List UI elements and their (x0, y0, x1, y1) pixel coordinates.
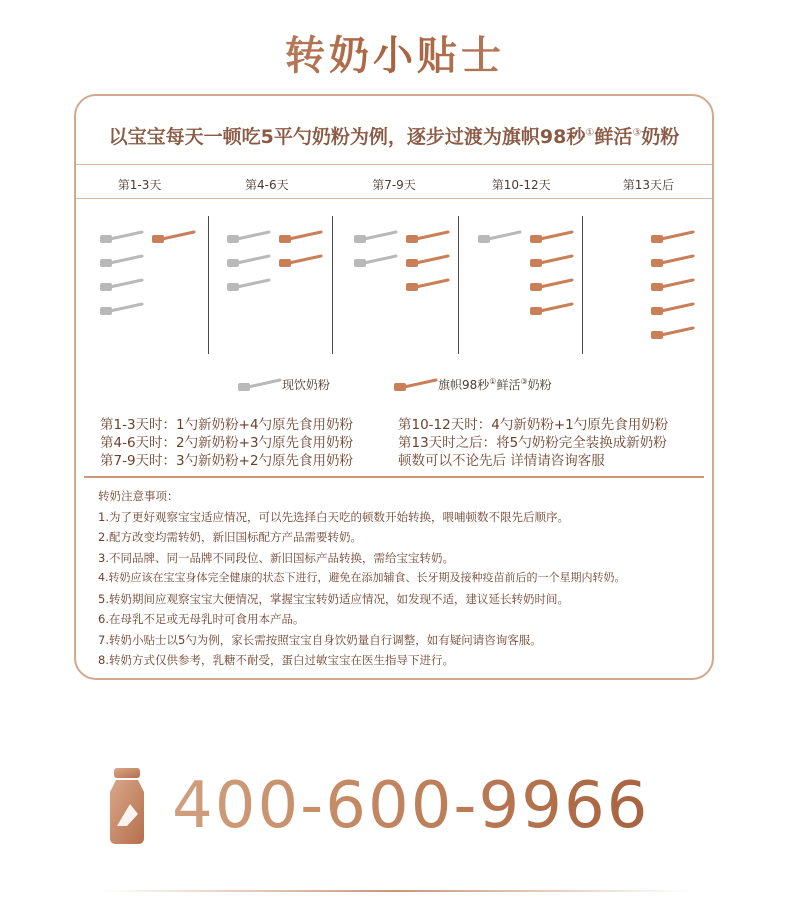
notes-title: 转奶注意事项： (98, 489, 179, 503)
note-item: 6.在母乳不足或无母乳时可食用本产品。 (98, 612, 305, 626)
period-label: 第10-12天 (491, 178, 551, 192)
gray-scoop-icon (100, 278, 144, 292)
gray-scoop-icon (100, 254, 144, 268)
legend-new-mid: 鲜活 (496, 378, 521, 392)
schedule-line: 第4-6天时：2勺新奶粉+3勺原先食用奶粉 (100, 435, 354, 451)
period-label: 第1-3天 (117, 178, 162, 192)
legend-new-main: 旗帜98秒 (438, 378, 490, 392)
gray-scoop-icon (354, 230, 398, 244)
schedule-line: 第1-3天时：1勺新奶粉+4勺原先食用奶粉 (100, 417, 354, 433)
period-label: 第4-6天 (245, 178, 289, 192)
copper-scoop-icon (406, 278, 450, 292)
copper-scoop-icon (530, 254, 574, 268)
page-title: 转奶小贴士 (0, 24, 790, 81)
hotline (100, 766, 649, 846)
copper-scoop-icon (530, 302, 574, 316)
bottom-divider (100, 890, 690, 892)
copper-scoop-icon (651, 302, 695, 316)
copper-scoop-icon (406, 230, 450, 244)
note-item: 3.不同品牌、同一品牌不同段位、新旧国标产品转换，需给宝宝转奶。 (98, 550, 454, 565)
column-divider (332, 216, 333, 354)
copper-scoop-icon (530, 278, 574, 292)
note-item: 5.转奶期间应观察宝宝大便情况，掌握宝宝转奶适应情况，如发现不适，建议延长转奶时间。 (98, 591, 569, 606)
tips-card (74, 94, 714, 680)
note-item: 1.为了更好观察宝宝适应情况，可以先选择白天吃的顿数开始转换，喂哺顿数不限先后顺序。 (98, 509, 569, 524)
hotline-number[interactable]: 400-600-9966 (172, 769, 650, 843)
column-divider (458, 216, 459, 354)
copper-scoop-icon (279, 230, 323, 244)
column-divider (208, 216, 209, 354)
gray-scoop-icon (478, 230, 522, 244)
gray-scoop-icon (354, 254, 398, 268)
schedule-line: 第13天时之后：将5勺奶粉完全装换成新奶粉 (398, 435, 667, 451)
legend-new-end: 奶粉 (527, 378, 552, 392)
copper-scoop-icon (406, 254, 450, 268)
period-header-row (76, 176, 712, 193)
copper-scoop-icon (651, 230, 695, 244)
subtitle-text: 以宝宝每天一顿吃5平勺奶粉为例，逐步过渡为旗帜98秒 (108, 126, 586, 148)
gray-scoop-icon (100, 302, 144, 316)
copper-scoop-icon (651, 278, 695, 292)
column-divider (582, 216, 583, 354)
copper-scoop-icon (394, 378, 438, 392)
copper-scoop-icon (279, 254, 323, 268)
subtitle-sup-1: ① (585, 127, 595, 139)
gray-scoop-icon (238, 378, 282, 392)
card-subtitle (76, 122, 712, 149)
note-item: 2.配方改变均需转奶，新旧国标配方产品需要转奶。 (98, 530, 362, 544)
legend-old: 现饮奶粉 (282, 378, 331, 392)
schedule-left (100, 416, 353, 470)
schedule-line: 第7-9天时：3勺新奶粉+2勺原先食用奶粉 (100, 453, 354, 469)
subtitle-mid: 鲜活 (594, 126, 633, 148)
gray-scoop-icon (227, 278, 271, 292)
copper-scoop-icon (651, 326, 695, 340)
legend-sup-1: ① (489, 377, 497, 386)
gray-scoop-icon (227, 230, 271, 244)
copper-scoop-icon (651, 254, 695, 268)
divider (76, 164, 712, 165)
note-item: 4.转奶应该在宝宝身体完全健康的状态下进行，避免在添加辅食、长牙期及接种疫苗前后的一个星期内转奶。 (98, 571, 626, 584)
copper-scoop-icon (530, 230, 574, 244)
subtitle-end: 奶粉 (641, 126, 680, 148)
schedule-line: 顿数可以不论先后 详情请咨询客服 (398, 453, 605, 469)
divider (84, 476, 704, 478)
period-label: 第13天后 (622, 178, 675, 192)
subtitle-sup-2: ③ (632, 127, 642, 139)
gray-scoop-icon (227, 254, 271, 268)
note-item: 8.转奶方式仅供参考，乳糖不耐受，蛋白过敏宝宝在医生指导下进行。 (98, 653, 454, 667)
note-item: 7.转奶小贴士以5勺为例，家长需按照宝宝自身饮奶量自行调整，如有疑问请咨询客服。 (98, 632, 542, 647)
legend-new (438, 376, 552, 393)
divider (76, 198, 712, 199)
period-label: 第7-9天 (372, 178, 416, 192)
legend-sup-2: ③ (520, 377, 528, 386)
notes-section (98, 486, 698, 671)
gray-scoop-icon (100, 230, 144, 244)
copper-scoop-icon (152, 230, 196, 244)
milk-bottle-icon (100, 766, 154, 846)
schedule-right (398, 416, 668, 470)
schedule-line: 第10-12天时：4勺新奶粉+1勺原先食用奶粉 (398, 417, 669, 433)
